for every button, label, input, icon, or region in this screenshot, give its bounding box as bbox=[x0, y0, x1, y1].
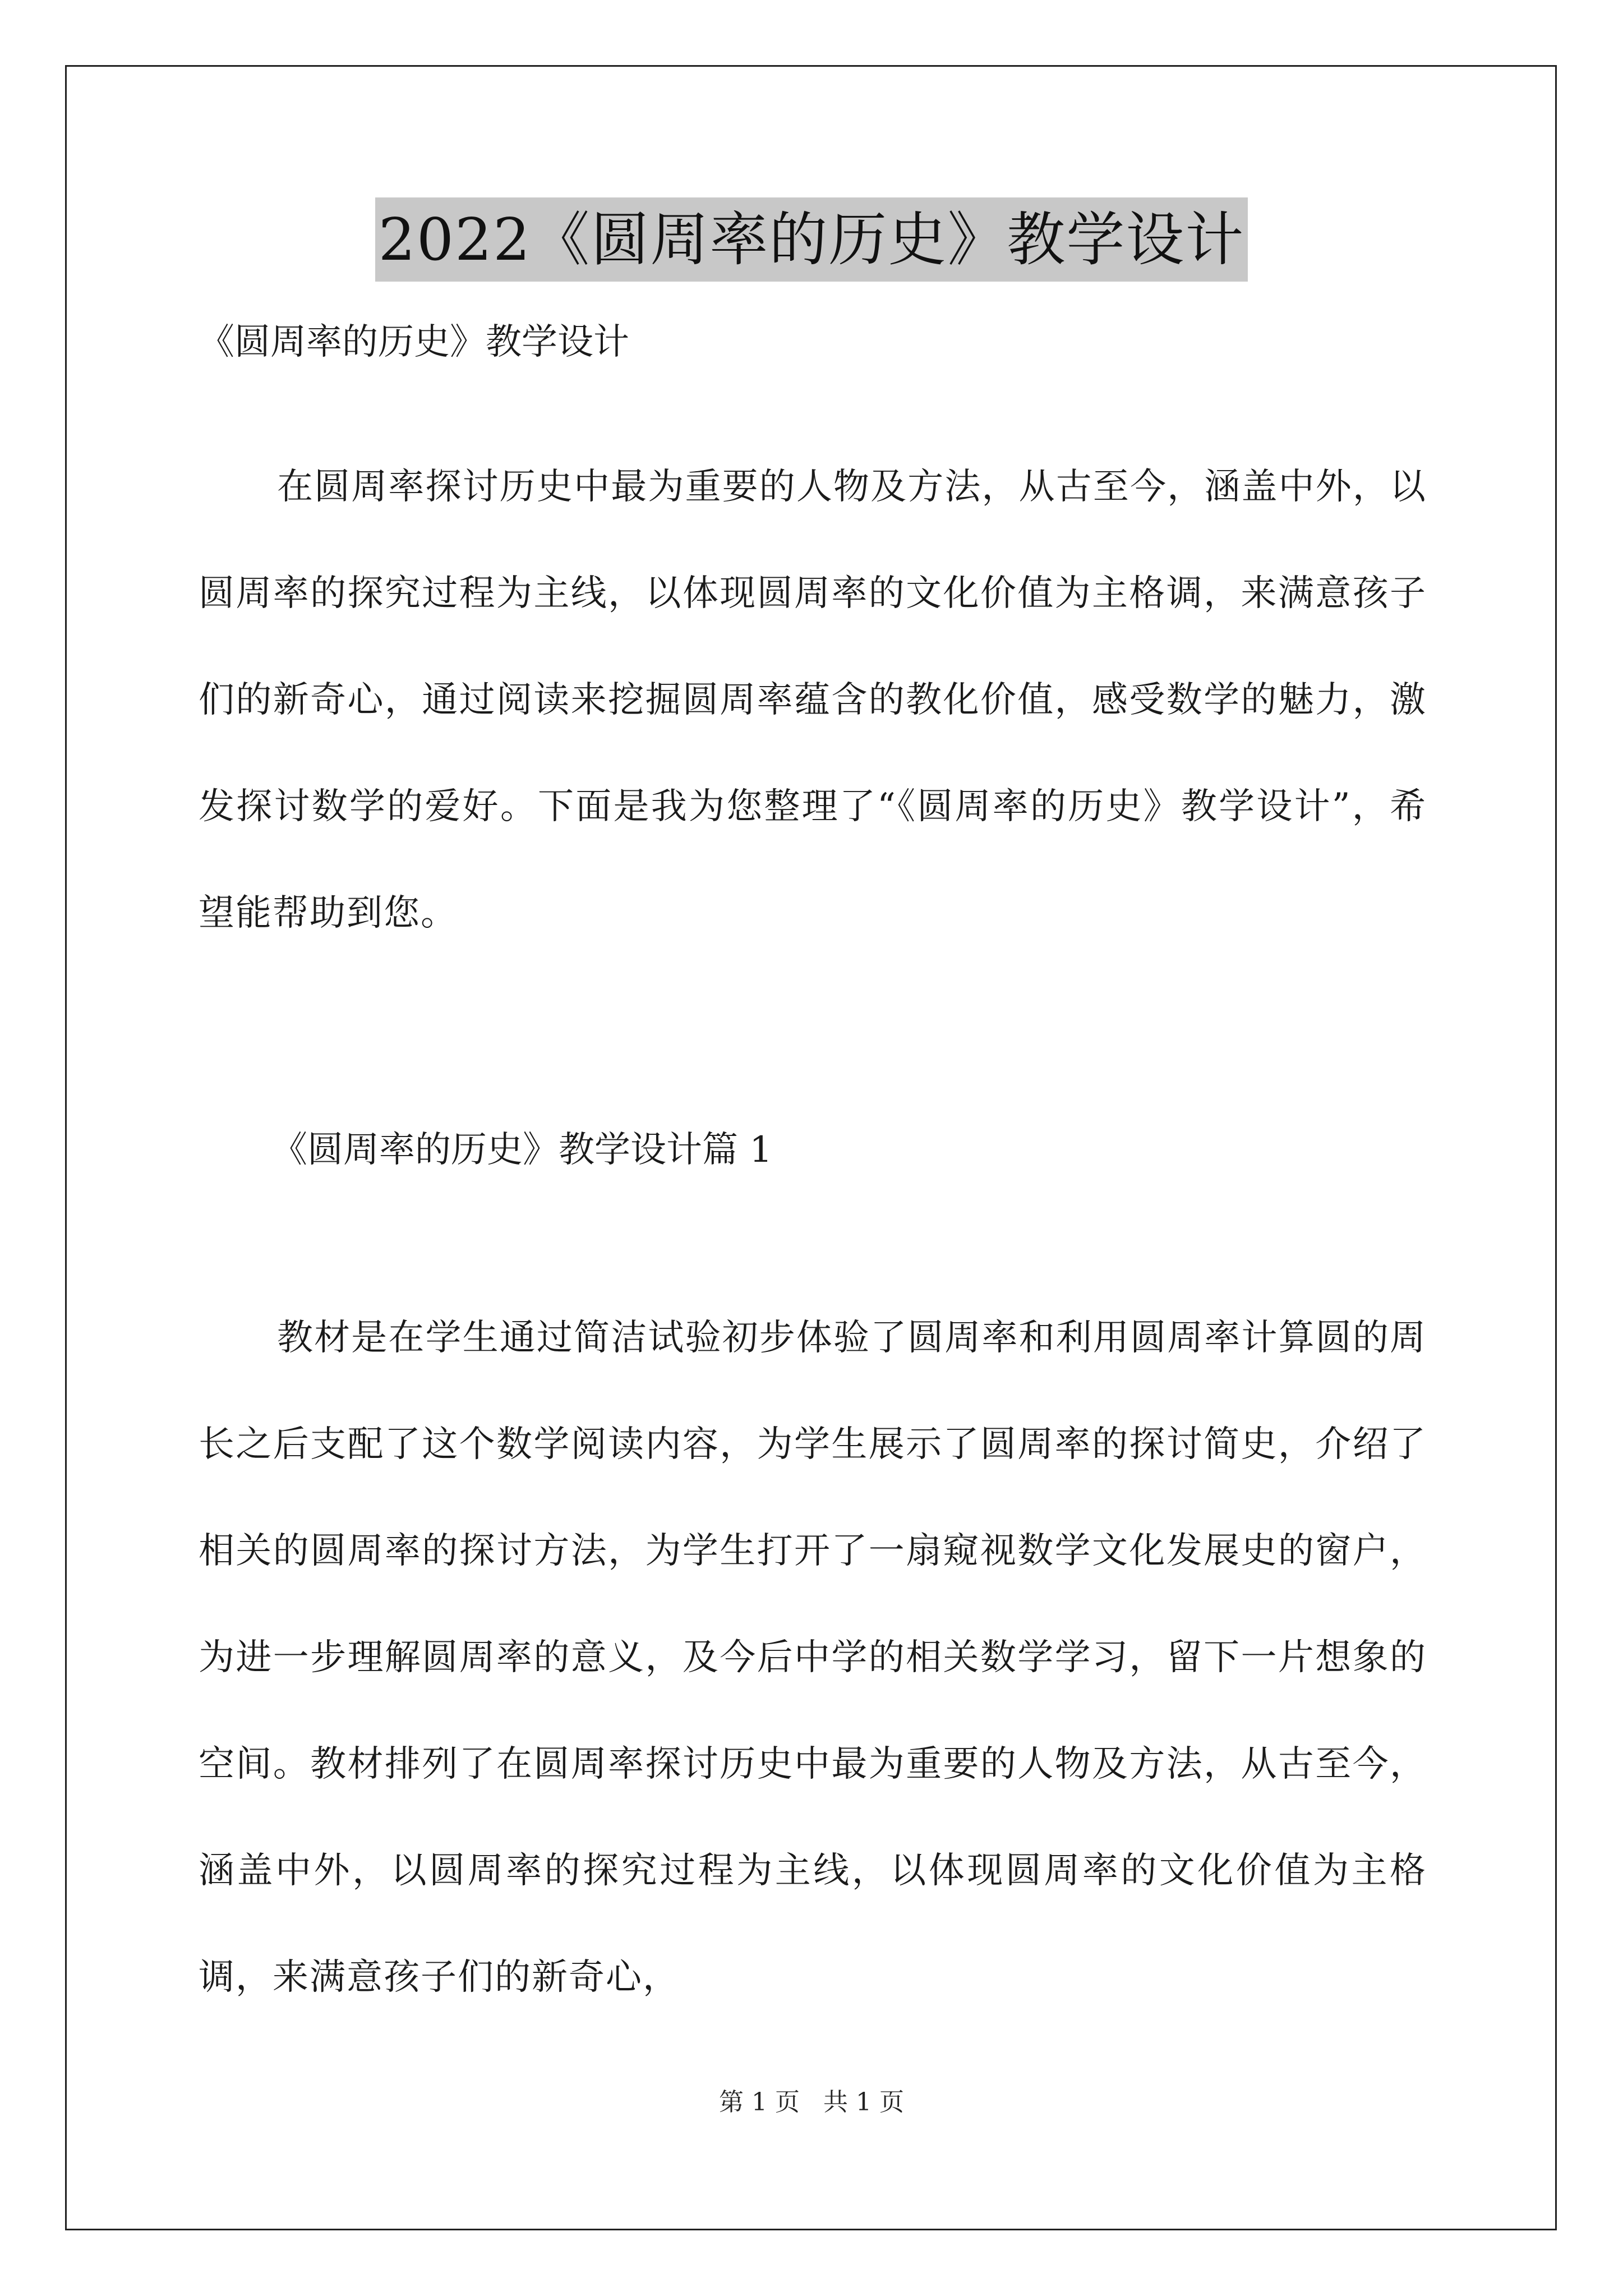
section-heading: 《圆周率的历史》教学设计篇 1 bbox=[271, 1129, 773, 1171]
document-subtitle: 《圆周率的历史》教学设计 bbox=[199, 321, 629, 363]
intro-paragraph: 在圆周率探讨历史中最为重要的人物及方法，从古至今，涵盖中外，以圆周率的探究过程为主线，以体现圆周率的文化价值为主格调，来满意孩子们的新奇心，通过阅读来挖掘圆周率蕴含的教化价值，感受数学的魅力，激发探讨数学的爱好。下面是我为您整理了“《圆周率的历史》教学设计”，希望能帮助到您。 bbox=[199, 466, 1427, 934]
document-title: 2022《圆周率的历史》教学设计 bbox=[375, 197, 1248, 282]
page-footer: 第 1 页 共 1 页 bbox=[719, 2088, 904, 2116]
body-paragraph: 教材是在学生通过简洁试验初步体验了圆周率和利用圆周率计算圆的周长之后支配了这个数学阅读内容，为学生展示了圆周率的探讨简史，介绍了相关的圆周率的探讨方法，为学生打开了一扇窥视数学文化发展史的窗户，为进一步理解圆周率的意义，及今后中学的相关数学学习，留下一片想象的空间。教材排列了在圆周率探讨历史中最为重要的人物及方法，从古至今，涵盖中外，以圆周率的探究过程为主线，以体现圆周率的文化价值为主格调，来满意孩子们的新奇心， bbox=[199, 1317, 1427, 1998]
title-container bbox=[0, 197, 1623, 282]
